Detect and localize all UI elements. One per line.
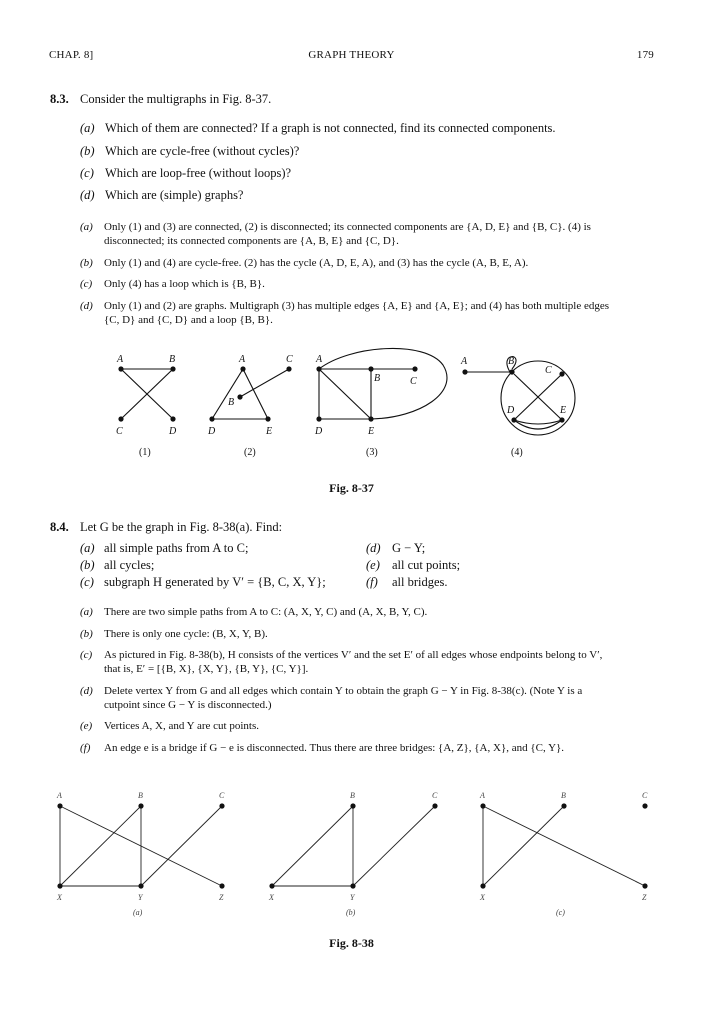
g38a-label-x: X [57, 893, 62, 902]
g38a-label-z: Z [219, 893, 224, 902]
g3-vertex-d [316, 416, 321, 421]
g3-label-a: A [316, 354, 323, 365]
graph-38a [60, 806, 222, 886]
q84-b-label: (b) [80, 558, 95, 572]
g38b-vertex-c [432, 803, 437, 808]
g4-vertex-c [559, 371, 564, 376]
g2-label-a: A [239, 354, 246, 365]
g4-label-d: D [507, 405, 515, 416]
a83-b-line1: Only (1) and (4) are cycle-free. (2) has the cycle (A, D, E, A), and (3) has the cycle (A, B, E, A). [104, 257, 529, 269]
g38c-label-c: C [642, 791, 648, 800]
a84-b-label: (b) [80, 628, 93, 640]
q83-b-text: Which are cycle-free (without cycles)? [105, 144, 300, 158]
g38b-label-y: Y [350, 893, 355, 902]
graph-3 [319, 348, 447, 419]
a84-e-line1: Vertices A, X, and Y are cut points. [104, 720, 259, 732]
g38a-vertex-x [57, 883, 62, 888]
a84-b-line1: There is only one cycle: (B, X, Y, B). [104, 628, 268, 640]
header-title: GRAPH THEORY [308, 49, 395, 61]
q83-a-label: (a) [80, 121, 95, 135]
a83-c-line1: Only (4) has a loop which is {B, B}. [104, 278, 265, 290]
g38c-vertex-a [480, 803, 485, 808]
q83-c-text: Which are loop-free (without loops)? [105, 166, 292, 180]
a83-d-line1: Only (1) and (2) are graphs. Multigraph (3) has multiple edges {A, E} and {A, E}; and (4) has both multiple edges [104, 300, 610, 312]
q84-b-text: all cycles; [104, 558, 155, 572]
q84-a-label: (a) [80, 541, 95, 555]
a84-f-line1: An edge e is a bridge if G − e is disconnected. Thus there are three bridges: {A, Z}, {A, X}, and {C, Y}. [104, 742, 565, 754]
g38c-label-z: Z [642, 893, 647, 902]
g1-label-d: D [169, 426, 177, 437]
g2-label-e: E [266, 426, 273, 437]
graph-4 [465, 357, 575, 435]
g38c-vertex-x [480, 883, 485, 888]
q84-d-text: G − Y; [392, 541, 426, 555]
g4-label-b: B [508, 356, 515, 367]
g2-vertex-b [237, 394, 242, 399]
g38b-vertex-y [350, 883, 355, 888]
g38a-label-c: C [219, 791, 225, 800]
q83-b-label: (b) [80, 144, 95, 158]
g38c-label-x: X [480, 893, 485, 902]
g4-label-c: C [545, 365, 552, 376]
problem-8-4-intro: Let G be the graph in Fig. 8-38(a). Find: [80, 520, 283, 534]
g4-vertex-a [462, 369, 467, 374]
q84-e-text: all cut points; [392, 558, 461, 572]
g3-vertex-e [368, 416, 373, 421]
g38b-label-x: X [269, 893, 274, 902]
g3-number: (3) [366, 447, 378, 458]
graph-38c [483, 806, 645, 886]
g4-label-a: A [461, 356, 468, 367]
problem-8-3-number: 8.3. [50, 92, 69, 106]
g2-vertex-d [209, 416, 214, 421]
g38a-sublabel: (a) [133, 908, 143, 917]
g38a-label-a: A [57, 791, 62, 800]
g2-vertex-c [286, 366, 291, 371]
a84-d-line1: Delete vertex Y from G and all edges which contain Y to obtain the graph G − Y in Fig. 8-38(c). (Note Y is a [104, 685, 583, 697]
a83-a-line1: Only (1) and (3) are connected, (2) is disconnected; its connected components are {A, D, E} and {B, C}. (4) is [104, 221, 591, 233]
g4-label-e: E [560, 405, 567, 416]
figure-8-38-caption: Fig. 8-38 [329, 936, 374, 950]
q83-c-label: (c) [80, 166, 94, 180]
q83-d-label: (d) [80, 188, 95, 202]
a83-a-label: (a) [80, 221, 93, 233]
a83-a-line2: disconnected; its connected components are {A, B, E} and {C, D}. [104, 235, 399, 247]
g2-label-b: B [228, 397, 235, 408]
g3-vertex-c [412, 366, 417, 371]
g4-number: (4) [511, 447, 523, 458]
a84-d-line2: cutpoint since G − Y is disconnected.) [104, 699, 272, 711]
a83-c-label: (c) [80, 278, 93, 290]
g1-number: (1) [139, 447, 151, 458]
g2-number: (2) [244, 447, 256, 458]
g38b-vertex-b [350, 803, 355, 808]
g38a-vertex-b [138, 803, 143, 808]
figure-8-38 [0, 785, 703, 925]
g3-label-d: D [315, 426, 323, 437]
g4-vertex-d [511, 417, 516, 422]
g38c-vertex-b [561, 803, 566, 808]
header-chapter: CHAP. 8] [49, 49, 94, 61]
q84-e-label: (e) [366, 558, 380, 572]
g38a-label-y: Y [138, 893, 143, 902]
g38b-sublabel: (b) [346, 908, 356, 917]
problem-8-3-intro: Consider the multigraphs in Fig. 8-37. [80, 92, 272, 106]
g1-vertex-b [170, 366, 175, 371]
q84-c-text: subgraph H generated by V′ = {B, C, X, Y}; [104, 575, 326, 589]
g38c-sublabel: (c) [556, 908, 565, 917]
g4-vertex-b [509, 369, 514, 374]
g3-label-e: E [368, 426, 375, 437]
g2-label-d: D [208, 426, 216, 437]
q84-c-label: (c) [80, 575, 94, 589]
g38a-label-b: B [138, 791, 143, 800]
a84-a-label: (a) [80, 606, 93, 618]
g38c-vertex-z [642, 883, 647, 888]
g1-vertex-d [170, 416, 175, 421]
g4-vertex-e [559, 417, 564, 422]
g1-vertex-a [118, 366, 123, 371]
g38b-vertex-x [269, 883, 274, 888]
g38a-vertex-a [57, 803, 62, 808]
a84-d-label: (d) [80, 685, 93, 697]
g38c-vertex-c [642, 803, 647, 808]
g3-vertex-a [316, 366, 321, 371]
header-page-number: 179 [636, 49, 654, 61]
q83-a-text: Which of them are connected? If a graph is not connected, find its connected components. [105, 121, 556, 135]
g1-vertex-c [118, 416, 123, 421]
g1-label-c: C [116, 426, 123, 437]
problem-8-4-number: 8.4. [50, 520, 69, 534]
g38a-vertex-z [219, 883, 224, 888]
q84-a-text: all simple paths from A to C; [104, 541, 249, 555]
q84-f-text: all bridges. [392, 575, 448, 589]
g3-label-c: C [410, 376, 417, 387]
g38c-label-a: A [480, 791, 485, 800]
a84-c-line1: As pictured in Fig. 8-38(b), H consists of the vertices V′ and the set E′ of all edges whose endpoints belong to V′, [104, 649, 603, 661]
graph-1 [121, 369, 173, 419]
g2-vertex-a [240, 366, 245, 371]
g38b-label-b: B [350, 791, 355, 800]
a84-e-label: (e) [80, 720, 93, 732]
g38b-label-c: C [432, 791, 438, 800]
q84-d-label: (d) [366, 541, 381, 555]
figure-8-37 [0, 340, 703, 470]
g1-label-b: B [169, 354, 176, 365]
a84-c-label: (c) [80, 649, 93, 661]
graph-38b [272, 806, 435, 886]
a83-b-label: (b) [80, 257, 93, 269]
g38c-label-b: B [561, 791, 566, 800]
g3-vertex-b [368, 366, 373, 371]
a83-d-line2: {C, D} and {C, D} and a loop {B, B}. [104, 314, 273, 326]
figure-8-37-caption: Fig. 8-37 [329, 481, 374, 495]
graph-2 [212, 369, 289, 419]
g38a-vertex-c [219, 803, 224, 808]
a84-a-line1: There are two simple paths from A to C: (A, X, Y, C) and (A, X, B, Y, C). [104, 606, 428, 618]
a84-f-label: (f) [80, 742, 91, 754]
g2-label-c: C [286, 354, 293, 365]
g1-label-a: A [117, 354, 124, 365]
a83-d-label: (d) [80, 300, 93, 312]
q83-d-text: Which are (simple) graphs? [105, 188, 244, 202]
g3-label-b: B [374, 373, 381, 384]
a84-c-line2: that is, E′ = [{B, X}, {X, Y}, {B, Y}, {C, Y}]. [104, 663, 309, 675]
g2-vertex-e [265, 416, 270, 421]
q84-f-label: (f) [366, 575, 378, 589]
g38a-vertex-y [138, 883, 143, 888]
